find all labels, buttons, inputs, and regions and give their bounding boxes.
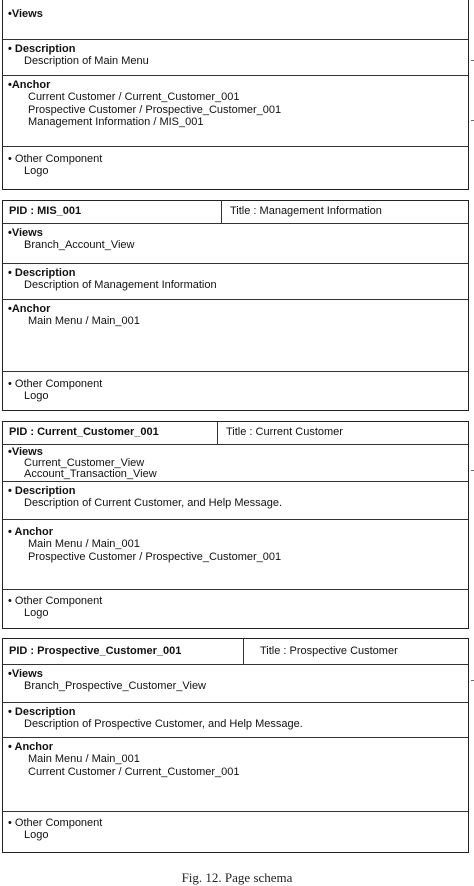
views-section bbox=[3, 224, 468, 264]
view-item: Branch_Prospective_Customer_View bbox=[24, 680, 206, 692]
anchor-section bbox=[3, 300, 468, 372]
anchor-heading: • Anchor bbox=[8, 526, 53, 538]
other-component-text: Logo bbox=[24, 165, 49, 177]
anchor-item: Main Menu / Main_001 bbox=[28, 315, 140, 327]
schema-header bbox=[3, 639, 468, 665]
anchor-section bbox=[3, 76, 468, 147]
description-text: Description of Management Information bbox=[24, 279, 217, 291]
views-heading: •Views bbox=[8, 8, 43, 20]
page-id: PID : MIS_001 bbox=[3, 201, 222, 223]
page-id: PID : Current_Customer_001 bbox=[3, 422, 218, 444]
anchor-section bbox=[3, 520, 468, 590]
anchor-item: Prospective Customer / Prospective_Customer_001 bbox=[28, 103, 282, 116]
view-item: Branch_Account_View bbox=[24, 239, 135, 251]
views-section bbox=[3, 0, 468, 40]
figure-caption: Fig. 12. Page schema bbox=[181, 870, 293, 885]
anchor-item: Management Information / MIS_001 bbox=[28, 116, 204, 128]
schema-header bbox=[3, 201, 468, 224]
schema-header bbox=[3, 422, 468, 445]
other-component-text: Logo bbox=[24, 607, 49, 619]
description-section bbox=[3, 40, 468, 76]
page-id: PID : Prospective_Customer_001 bbox=[3, 639, 244, 664]
view-item: Current_Customer_View bbox=[24, 457, 145, 469]
anchor-item: Main Menu / Main_001 bbox=[28, 538, 140, 550]
views-heading: •Views bbox=[8, 446, 43, 458]
page-title: Title : Prospective Customer bbox=[260, 645, 398, 657]
anchor-section bbox=[3, 738, 468, 812]
anchor-heading: • Anchor bbox=[8, 741, 53, 753]
description-heading: • Description bbox=[8, 43, 76, 55]
other-component-heading: • Other Component bbox=[8, 153, 103, 165]
anchor-item: Main Menu / Main_001 bbox=[28, 753, 140, 765]
description-text: Description of Current Customer, and Help Message. bbox=[24, 497, 283, 509]
description-section bbox=[3, 482, 468, 520]
description-section bbox=[3, 703, 468, 738]
other-component-section bbox=[3, 372, 468, 409]
other-component-section bbox=[3, 590, 468, 626]
other-component-heading: • Other Component bbox=[8, 595, 103, 607]
other-component-section bbox=[3, 812, 468, 851]
page-title: Title : Management Information bbox=[230, 205, 382, 217]
anchor-item: Current Customer / Current_Customer_001 bbox=[28, 91, 240, 103]
description-heading: • Description bbox=[8, 485, 76, 497]
view-item: Account_Transaction_View bbox=[24, 468, 157, 480]
page-title: Title : Current Customer bbox=[226, 426, 343, 438]
other-component-section bbox=[3, 147, 468, 187]
description-text: Description of Prospective Customer, and Help Message. bbox=[24, 718, 303, 730]
description-heading: • Description bbox=[8, 706, 76, 718]
views-heading: •Views bbox=[8, 668, 43, 680]
current-customer-schema bbox=[2, 421, 469, 629]
description-section bbox=[3, 264, 468, 300]
description-text: Description of Main Menu bbox=[24, 55, 149, 67]
main-menu-schema bbox=[2, 0, 469, 190]
other-component-heading: • Other Component bbox=[8, 378, 103, 390]
other-component-text: Logo bbox=[24, 829, 49, 841]
views-section bbox=[3, 445, 468, 482]
prospective-customer-schema bbox=[2, 638, 469, 853]
description-heading: • Description bbox=[8, 267, 76, 279]
anchor-item: Prospective Customer / Prospective_Customer_001 bbox=[28, 550, 282, 563]
anchor-heading: •Anchor bbox=[8, 79, 51, 91]
anchor-heading: •Anchor bbox=[8, 303, 51, 315]
views-heading: •Views bbox=[8, 227, 43, 239]
other-component-heading: • Other Component bbox=[8, 817, 103, 829]
views-section bbox=[3, 665, 468, 703]
mis-schema bbox=[2, 200, 469, 411]
other-component-text: Logo bbox=[24, 390, 49, 402]
anchor-item: Current Customer / Current_Customer_001 bbox=[28, 765, 240, 778]
